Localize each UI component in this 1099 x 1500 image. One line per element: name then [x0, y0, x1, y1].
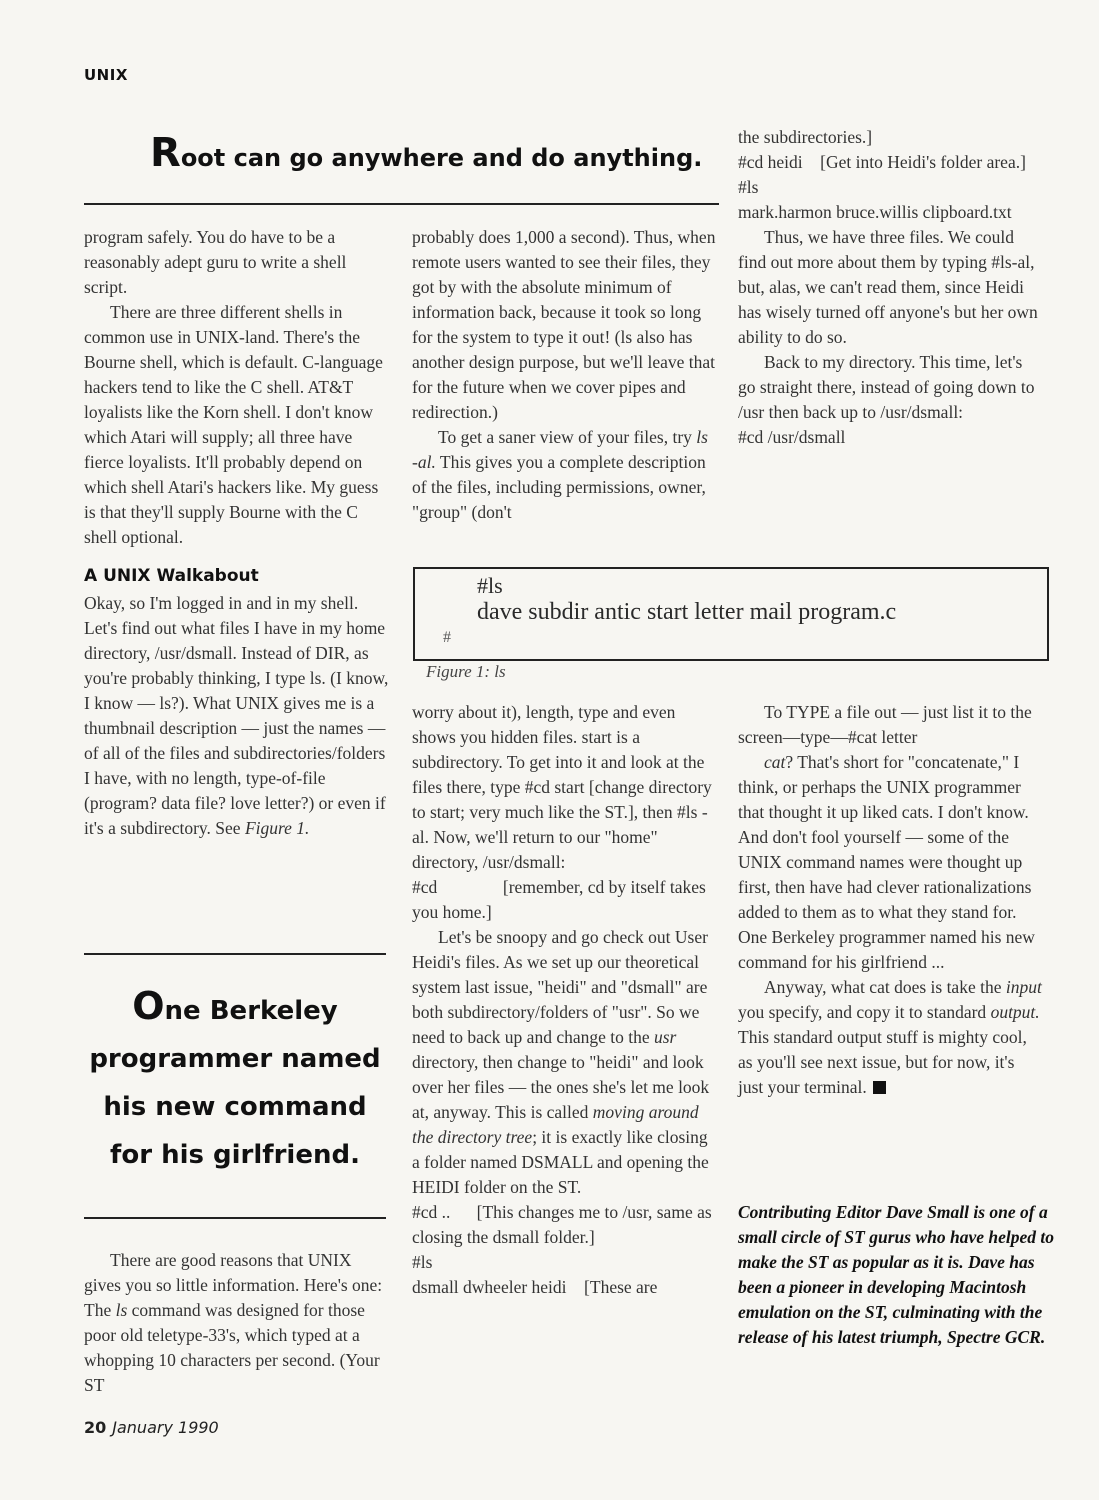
col3-p6-a: Anyway, what cat does is take the	[764, 977, 1006, 997]
column-2-bottom	[412, 700, 718, 1300]
section-subhead: A UNIX Walkabout	[84, 566, 259, 586]
figure-prompt: #	[443, 629, 451, 646]
col2-cmd-3: #ls	[412, 1252, 433, 1272]
col2-p2-cmd: ls -al.	[412, 427, 708, 472]
col2-cmd-3-output	[412, 1275, 718, 1300]
pull-quote-top-rule	[84, 953, 386, 955]
col3-cmd-3: #cd /usr/dsmall	[738, 427, 846, 447]
col2-cmd-2	[412, 1200, 718, 1250]
pull-quote-bottom-rule	[84, 1217, 386, 1219]
col3-paragraph-6	[738, 975, 1044, 1100]
col2-cmd1-note: [remember, cd by itself takes you home.]	[412, 877, 706, 922]
pull-quote-initial: O	[132, 984, 165, 1028]
col2-p4-moving: moving around the directory tree	[412, 1102, 699, 1147]
folio	[84, 1418, 219, 1437]
headline-initial: R	[150, 130, 181, 176]
col2-cmd-1	[412, 875, 718, 925]
issue-date: January 1990	[112, 1418, 219, 1437]
column-3-top	[738, 125, 1044, 450]
col3-cmd1-note: [Get into Heidi's folder area.]	[820, 152, 1026, 172]
pull-quote-text: ne Berkeley programmer named his new command for his girlfriend.	[89, 996, 381, 1170]
col2-paragraph-4	[412, 925, 718, 1200]
col1-paragraph-3	[84, 591, 390, 841]
col3-paragraph-3: Back to my directory. This time, let's go straight there, instead of going down to /usr then back up to /usr/dsmall:	[738, 352, 1035, 422]
col3-p6-c: you specify, and copy it to standard	[738, 1002, 991, 1022]
column-3-bottom	[738, 700, 1044, 1100]
col2-paragraph-1: probably does 1,000 a second). Thus, when remote users wanted to see their files, they got by with the absolute minimum of information back, because it took so long for the system to type it out! (ls also has another design purpose, but we'll leave that for the future when we cover pipes and redirection.)	[412, 227, 716, 422]
col2-cmd3-note: [These are	[584, 1277, 658, 1297]
figure-command: #ls	[477, 573, 503, 598]
col3-cat: cat	[764, 752, 786, 772]
col3-paragraph-5	[738, 750, 1044, 975]
column-1-bottom	[84, 1248, 390, 1398]
col2-p2-text-c: This gives you a complete description of the files, including permissions, owner, "group" (don't	[412, 452, 706, 522]
pull-quote	[84, 982, 386, 1179]
column-1	[84, 225, 390, 841]
page-number: 20	[84, 1418, 107, 1437]
col3-cmd-2: #ls	[738, 177, 759, 197]
col3-p6-input: input	[1005, 977, 1042, 997]
col2-p4-e: ; it is exactly like closing a folder named DSMALL and opening the HEIDI folder on the ST.	[412, 1127, 709, 1197]
section-label: UNIX	[84, 66, 128, 84]
col1-p3-text: Okay, so I'm logged in and in my shell. Let's find out what files I have in my home directory, /usr/dsmall. Instead of DIR, as you're probably thinking, I type ls. (I know, I know — ls?). What UNIX gives me is a thumbnail description — just the names — of all of the files and subdirectories/folders I have, with no length, type-of-file (program? data file? love letter?) or even if it's a subdirectory. See	[84, 593, 389, 838]
col1-paragraph-4	[84, 1248, 390, 1398]
col3-paragraph-1: the subdirectories.]	[738, 127, 873, 147]
col2-cmd3-out: dsmall dwheeler heidi	[412, 1277, 567, 1297]
col3-p5-text: ? That's short for "concatenate," I think, or perhaps the UNIX programmer that thought it up liked cats. I don't know. And don't fool yourself — some of the UNIX command names were thought up first, then have had clever rationalizations added to them as to what they stand for. One Berkeley programmer named his new command for his girlfriend ...	[738, 752, 1035, 972]
col3-paragraph-4: To TYPE a file out — just list it to the screen—type—#cat letter	[738, 702, 1032, 747]
end-mark-icon	[873, 1081, 886, 1094]
col2-p4-usr: usr	[654, 1027, 677, 1047]
figure-box	[413, 567, 1049, 661]
col3-p6-output: output.	[990, 1002, 1040, 1022]
column-2-top	[412, 225, 718, 525]
col2-p4-c: directory, then change to "heidi" and look over her files — the ones she's let me look at, anyway. This is called	[412, 1052, 710, 1122]
col2-cmd2-note: [This changes me to /usr, same as closing the dsmall folder.]	[412, 1202, 712, 1247]
figure-reference: Figure 1.	[244, 818, 310, 838]
col2-cmd2: #cd ..	[412, 1202, 451, 1222]
col1-p4-text-a: There are good reasons that UNIX gives you so little information. Here's one: The	[84, 1250, 383, 1320]
col2-paragraph-2	[412, 425, 718, 525]
headline-rule	[84, 203, 719, 205]
col2-p4-a: Let's be snoopy and go check out User Heidi's files. As we set up our theoretical system last issue, "heidi" and "dsmall" are both subdirectory/folders of "usr". So we need to back up and change to the	[412, 927, 708, 1047]
col3-cmd-1	[738, 150, 1044, 175]
col3-cmd1: #cd heidi	[738, 152, 803, 172]
col3-cmd-2-output: mark.harmon bruce.willis clipboard.txt	[738, 202, 1012, 222]
author-bio: Contributing Editor Dave Small is one of a small circle of ST gurus who have helped to make the ST as popular as it is. Dave has been a pioneer in developing Macintosh emulation on the ST, culminating with the release of his latest triumph, Spectre GCR.	[738, 1202, 1054, 1347]
headline-text: oot can go anywhere and do anything.	[180, 144, 703, 172]
figure-output: dave subdir antic start letter mail program.c	[477, 599, 897, 625]
col3-paragraph-2: Thus, we have three files. We could find out more about them by typing #ls-al, but, alas, we can't read them, since Heidi has wisely turned off anyone's but her own ability to do so.	[738, 227, 1038, 347]
col2-paragraph-3: worry about it), length, type and even shows you hidden files. start is a subdirectory. To get into it and look at the files there, type #cd start [change directory to start; very much like the ST.], then #ls -al. Now, we'll return to our "home" directory, /usr/dsmall:	[412, 702, 712, 872]
col1-paragraph-2: There are three different shells in common use in UNIX-land. There's the Bourne shell, which is default. C-language hackers tend to like the C shell. AT&T loyalists like the Korn shell. I don't know which Atari will supply; all three have fierce loyalists. It'll probably depend on which shell Atari's hackers like. My guess is that they'll supply Bourne with the C shell optional.	[84, 302, 383, 547]
col3-p6-e: This standard output stuff is mighty cool, as you'll see next issue, but for now, it's just your terminal.	[738, 1027, 1027, 1097]
figure-caption: Figure 1: ls	[426, 662, 506, 681]
headline	[150, 130, 730, 176]
col2-p2-text-a: To get a saner view of your files, try	[438, 427, 697, 447]
col1-p4-text-c: command was designed for those poor old teletype-33's, which typed at a whopping 10 characters per second. (Your ST	[84, 1300, 380, 1395]
col2-cmd1: #cd	[412, 877, 438, 897]
col1-p4-ls: ls	[115, 1300, 128, 1320]
col1-paragraph-1: program safely. You do have to be a reasonably adept guru to write a shell script.	[84, 227, 347, 297]
